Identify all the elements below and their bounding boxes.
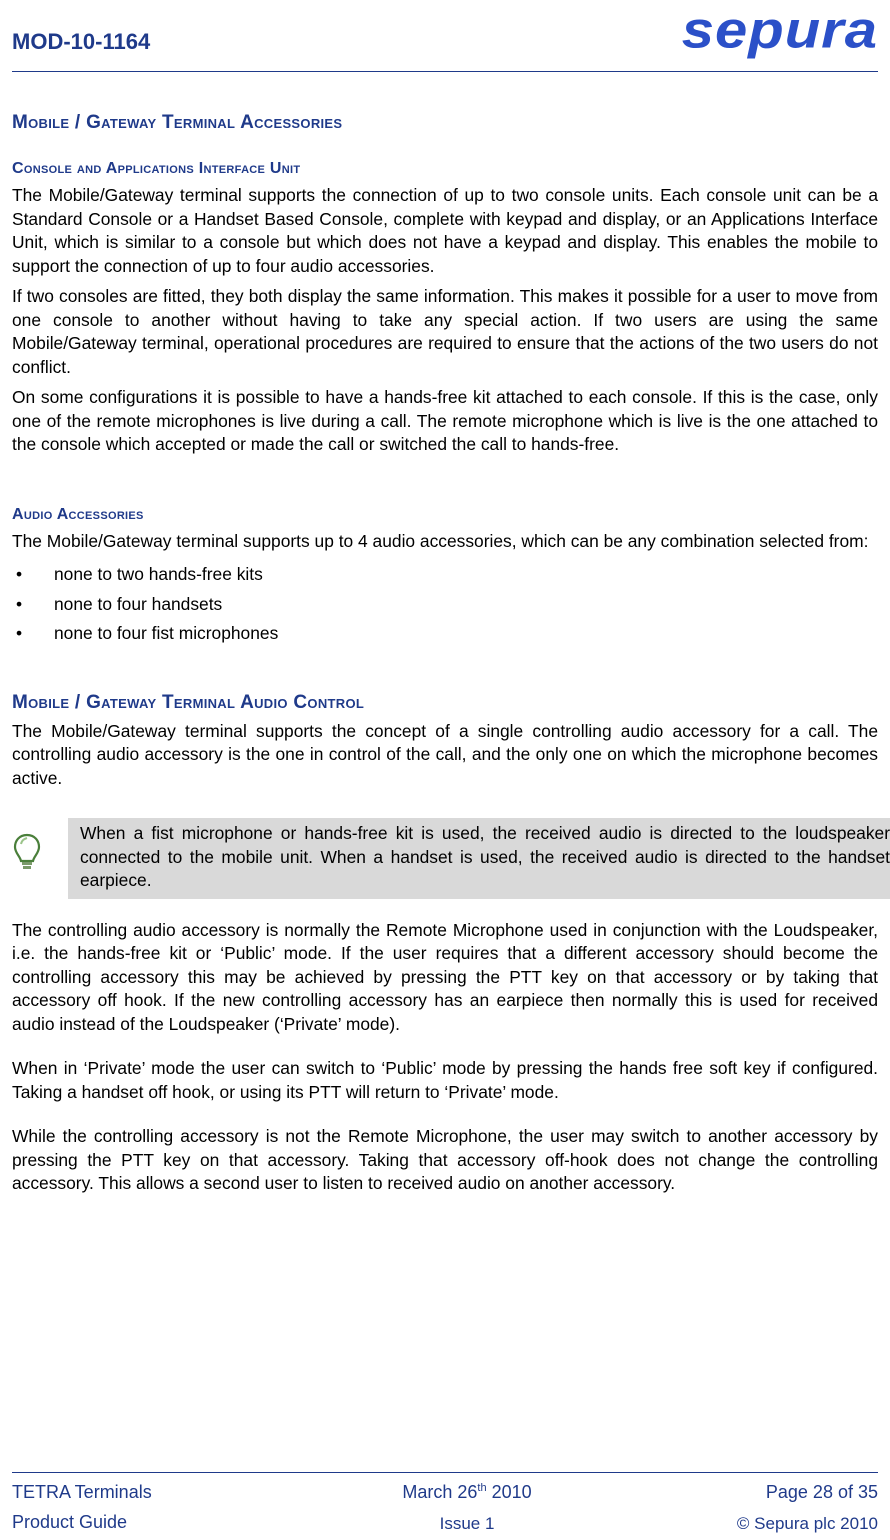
note-box <box>12 818 890 899</box>
page-footer <box>12 1478 878 1538</box>
console-paragraph-1: The Mobile/Gateway terminal supports the connection of up to two console units. Each console unit can be a Standard Console or a Handset Based Console, complete with keypad and display, or an Applications Interface Unit, which is similar to a console but which does not have a keypad and display. This enables the mobile to support the connection of up to four audio accessories. <box>12 185 878 276</box>
document-id: MOD-10-1164 <box>12 29 151 54</box>
subsection-title-console: Console and Applications Interface Unit <box>12 160 301 177</box>
bullet-icon: • <box>16 623 23 643</box>
console-paragraph-2: If two consoles are fitted, they both display the same information. This makes it possible for a user to move from one console to another without having to take any special action. If two users are using the same Mobile/Gateway terminal, operational procedures are required to ensure that the actions of the two users do not conflict. <box>12 286 878 377</box>
console-paragraph-3: On some configurations it is possible to have a hands-free kit attached to each console. If this is the case, only one of the remote microphones is live during a call. The remote microphone which is live is the one attached to the console which accepted or made the call or switched the call to hands-free. <box>12 387 878 454</box>
list-item: • none to four handsets <box>12 593 878 617</box>
section-title-audio-control: Mobile / Gateway Terminal Audio Control <box>12 691 365 713</box>
note-content <box>68 818 890 899</box>
section-title-accessories: Mobile / Gateway Terminal Accessories <box>12 112 343 133</box>
audio-control-paragraph-3: When in ‘Private’ mode the user can switch to ‘Public’ mode by pressing the hands free soft key if configured. Taking a handset off hook, or using its PTT will return to ‘Private’ mode. <box>12 1058 878 1102</box>
footer-divider <box>12 1472 878 1473</box>
audio-control-paragraph-2: The controlling audio accessory is normally the Remote Microphone used in conjunction with the Loudspeaker, i.e. the hands-free kit or ‘Public’ mode. If the user requires that a different accessory should become the controlling accessory this may be achieved by pressing the PTT key on that accessory or by taking that accessory off hook. If the new controlling accessory has an earpiece then normally this is used for received audio instead of the Loudspeaker (‘Private’ mode). <box>12 919 878 1034</box>
lightbulb-icon <box>12 818 68 877</box>
audio-intro: The Mobile/Gateway terminal supports up to 4 audio accessories, which can be any combination selected from: <box>12 530 869 551</box>
footer-page-number: Page 28 of 35 <box>765 1482 878 1502</box>
bullet-icon: • <box>16 564 23 584</box>
audio-control-paragraph-1: The Mobile/Gateway terminal supports the concept of a single controlling audio accessory for a call. The controlling audio accessory is the one in control of the call, and the only one on which the microphone becomes active. <box>12 720 878 788</box>
header-divider <box>12 71 878 72</box>
note-text: When a fist microphone or hands-free kit is used, the received audio is directed to the loudspeaker connected to the mobile unit. When a handset is used, the received audio is directed to the handset earpiece. <box>80 823 890 890</box>
audio-control-paragraph-4: While the controlling accessory is not the Remote Microphone, the user may switch to another accessory by pressing the PTT key on that accessory. Taking that accessory off-hook does not change the controlling accessory. This allows a second user to listen to received audio on another accessory. <box>12 1126 878 1193</box>
list-item: • none to four fist microphones <box>12 622 878 646</box>
sepura-logo: sepura <box>681 0 878 60</box>
subsection-title-audio: Audio Accessories <box>12 505 144 523</box>
footer-copyright: © Sepura plc 2010 <box>736 1514 878 1533</box>
footer-doc-type: Product Guide <box>12 1512 128 1532</box>
page-header <box>0 0 890 74</box>
footer-product-line: TETRA Terminals <box>12 1482 152 1502</box>
page-content <box>12 112 890 1203</box>
bullet-icon: • <box>16 593 23 614</box>
footer-date: March 26th 2010 <box>402 1482 532 1502</box>
audio-accessory-list <box>12 563 878 646</box>
footer-issue: Issue 1 <box>439 1514 495 1533</box>
list-item: • none to two hands-free kits <box>12 563 878 587</box>
